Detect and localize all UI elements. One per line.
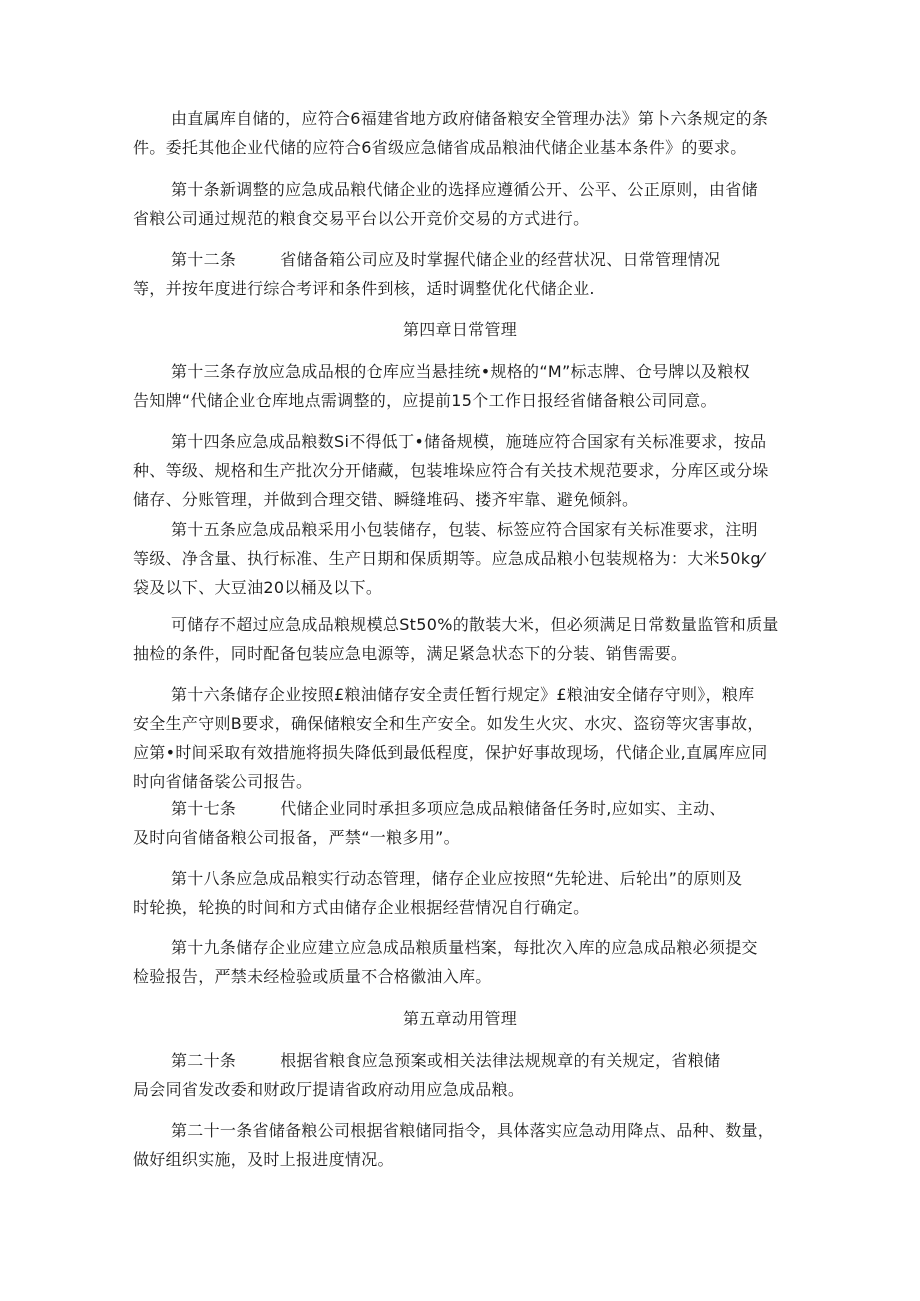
- paragraph-article-tenth-entrusted: [133, 104, 793, 162]
- paragraph-article-17: [133, 794, 793, 852]
- paragraph-line: 第十九条储存企业应建立应急成品粮质量档案，每批次入库的应急成品粮必须提交: [171, 938, 758, 957]
- paragraph-line: 第十三条存放应急成品根的仓库应当悬挂统•规格的“M”标志牌、仓号牌以及粮权: [171, 362, 750, 381]
- paragraph-line: 及时向省储备粮公司报备，严禁“一粮多用”。: [133, 828, 460, 847]
- paragraph-article-15: [133, 515, 793, 602]
- paragraph-line: 等，并按年度进行综合考评和条件到核，适时调整优化代储企业.: [133, 279, 595, 298]
- article-text: 根据省粮食应急预案或相关法律法规规章的有关规定，省粮储: [280, 1051, 721, 1070]
- paragraph-article-16: [133, 680, 793, 796]
- paragraph-line: 局会同省发改委和财政厅提请省政府动用应急成品粮。: [133, 1080, 525, 1099]
- paragraph-line: [133, 245, 793, 274]
- paragraph-article-12: [133, 245, 793, 303]
- paragraph-line: 件。委托其他企业代储的应符合6省级应急储省成品粮油代储企业基本条件》的要求。: [133, 138, 747, 157]
- paragraph-line: 第十条新调整的应急成品粮代储企业的选择应遵循公开、公平、公正原则，由省储: [171, 180, 758, 199]
- paragraph-line: 检验报告，严禁未经检验或质量不合格徽油入库。: [133, 967, 492, 986]
- paragraph-line: 第十四条应急成品粮数Si不得低丁•储备规模，施琏应符合国家有关标准要求，按品: [171, 432, 767, 451]
- paragraph-line: 应第•时间采取有效措施将损失降低到最低程度，保护好事故现场，代储企业,直属库应同: [133, 743, 768, 762]
- paragraph-bulk-rice: [133, 610, 793, 668]
- paragraph-line: 时轮换，轮换的时间和方式由储存企业根据经营情况自行确定。: [133, 898, 590, 917]
- paragraph-line: [133, 1046, 793, 1075]
- paragraph-line: 等级、净含量、执行标准、生产日期和保质期等。应急成品粮小包装规格为：大米50kg⁄: [133, 549, 764, 568]
- article-number: 第二十条: [171, 1051, 237, 1070]
- paragraph-line: 第十六条储存企业按照£粮油储存安全责任暂行规定》£粮油安全储存守则》，粮库: [171, 685, 755, 704]
- chapter-heading-4: 第四章日常管理: [402, 320, 518, 339]
- article-text: 代储企业同时承担多项应急成品粮储备任务时,应如实、主动、: [280, 799, 726, 818]
- paragraph-line: 做好组织实施，及时上报进度情况。: [133, 1150, 394, 1169]
- paragraph-line: 储存、分账管理，并做到合理交错、瞬缝堆码、搂齐牢靠、避免倾斜。: [133, 490, 639, 509]
- paragraph-line: 种、等级、规格和生产批次分开储藏，包装堆垛应符合有关技术规范要求，分库区或分垛: [133, 461, 769, 480]
- paragraph-line: 袋及以下、大豆油20以桶及以下。: [133, 578, 383, 597]
- paragraph-line: 安全生产守则B要求，确保储粮安全和生产安全。如发生火灾、水灾、盗窃等灾害事故，: [133, 714, 764, 733]
- paragraph-article-18: [133, 864, 793, 922]
- paragraph-line: 可储存不超过应急成品粮规模总St50%的散装大米，但必须满足日常数量监管和质量: [171, 615, 779, 634]
- paragraph-article-19: [133, 933, 793, 991]
- paragraph-line: 时向省储备裟公司报告。: [133, 772, 313, 791]
- paragraph-line: 第十五条应急成品粮采用小包装储存，包装、标签应符合国家有关标准要求，注明: [171, 520, 758, 539]
- paragraph-line: 由直属库自储的，应符合6福建省地方政府储备粮安全管理办法》第卜六条规定的条: [171, 109, 769, 128]
- paragraph-line: 省粮公司通过规范的粮食交易平台以公开竞价交易的方式进行。: [133, 209, 590, 228]
- paragraph-article-10: [133, 175, 793, 233]
- chapter-heading-5: 第五章动用管理: [402, 1009, 518, 1028]
- paragraph-article-13: [133, 357, 793, 415]
- article-text: 省储备箱公司应及时掌握代储企业的经营状况、日常管理情况: [280, 250, 721, 269]
- article-number: 第十二条: [171, 250, 237, 269]
- article-number: 第十七条: [171, 799, 237, 818]
- paragraph-line: 第十八条应急成品粮实行动态管理，储存企业应按照“先轮进、后轮出”的原则及: [171, 869, 743, 888]
- paragraph-line: 告知牌“代储企业仓库地点需调整的，应提前15个工作日报经省储备粮公司同意。: [133, 391, 717, 410]
- paragraph-article-20: [133, 1046, 793, 1104]
- paragraph-line: 抽检的条件，同时配备包装应急电源等，满足紧急状态下的分装、销售需要。: [133, 644, 688, 663]
- paragraph-line: 第二十一条省储备粮公司根据省粮储同指令，具体落实应急动用降点、品种、数量，: [171, 1121, 775, 1140]
- paragraph-article-14: [133, 427, 793, 514]
- paragraph-article-21: [133, 1116, 793, 1174]
- paragraph-line: [133, 794, 793, 823]
